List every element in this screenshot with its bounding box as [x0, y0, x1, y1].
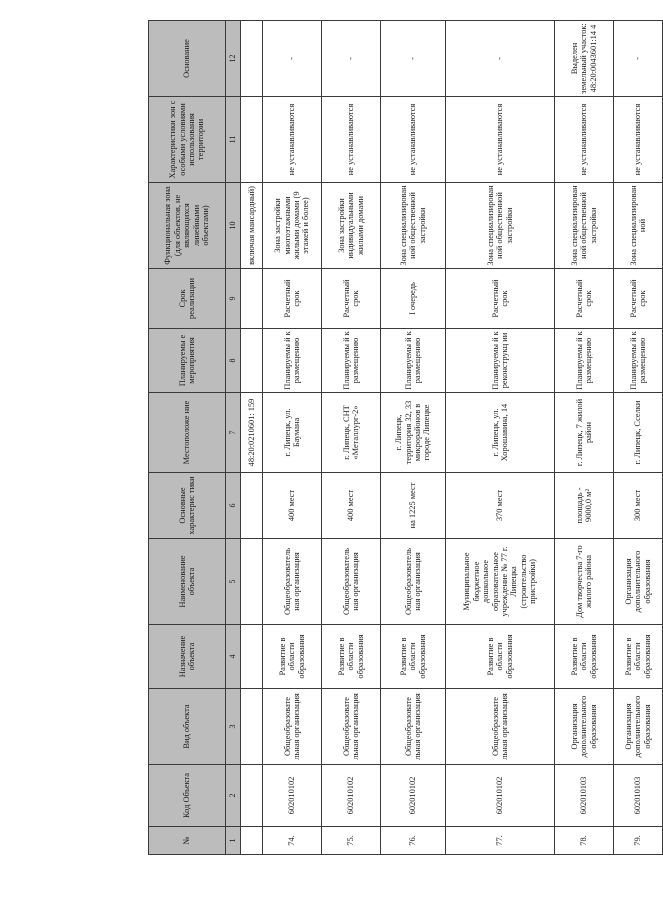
table-row: [263, 21, 322, 855]
object-kind: Общеобразовате льная организация: [381, 689, 446, 765]
row-number: 74.: [263, 827, 322, 855]
row-number: 78.: [555, 827, 614, 855]
basis: -: [381, 21, 446, 97]
row-number: 76.: [381, 827, 446, 855]
column-number: 4: [226, 625, 241, 689]
object-purpose: Развитие в области образования: [263, 625, 322, 689]
object-characteristics: 400 мест: [263, 473, 322, 539]
functional-zone: Зона специализирован ной общественной застройки: [381, 183, 446, 269]
row-number: 75.: [322, 827, 381, 855]
object-purpose: Развитие в области образования: [322, 625, 381, 689]
basis: -: [322, 21, 381, 97]
functional-zone: Зона специализирован ной общественной застройки: [446, 183, 555, 269]
object-code: 602010102: [322, 765, 381, 827]
basis: -: [263, 21, 322, 97]
object-purpose: Развитие в области образования: [446, 625, 555, 689]
object-code: 602010103: [555, 765, 614, 827]
special-zone-characteristics: не устанавливаются: [614, 97, 663, 183]
column-number: 10: [226, 183, 241, 269]
object-name: Общеобразователь ная организация: [381, 539, 446, 625]
object-kind: Организация дополнительного образования: [555, 689, 614, 765]
column-number-row: [226, 21, 241, 855]
object-purpose: Развитие в области образования: [614, 625, 663, 689]
zone-cell: включая мансардный): [241, 183, 263, 269]
column-number: 5: [226, 539, 241, 625]
column-number: 11: [226, 97, 241, 183]
object-code: 602010102: [381, 765, 446, 827]
header-cell: Назначение объекта: [149, 625, 226, 689]
object-purpose: Развитие в области образования: [555, 625, 614, 689]
object-name: Общеобразователь ная организация: [322, 539, 381, 625]
header-cell: Характеристики зон с особыми условиями использования территории: [149, 97, 226, 183]
functional-zone: Зона застройки многоэтажными жилыми домами (9 этажей и более): [263, 183, 322, 269]
implementation-term: Расчетный срок: [322, 269, 381, 329]
planned-measures: Планируемы й к размещению: [555, 329, 614, 393]
object-code: 602010102: [263, 765, 322, 827]
column-number: 6: [226, 473, 241, 539]
object-kind: Общеобразовате льная организация: [322, 689, 381, 765]
table-row: [381, 21, 446, 855]
special-zone-characteristics: не устанавливаются: [322, 97, 381, 183]
header-cell: Наименование объекта: [149, 539, 226, 625]
header-cell: №: [149, 827, 226, 855]
planned-measures: Планируемы й к реконструкц ии: [446, 329, 555, 393]
column-number: 9: [226, 269, 241, 329]
header-cell: Планируемы е мероприятия: [149, 329, 226, 393]
column-number: 2: [226, 765, 241, 827]
object-purpose: Развитие в области образования: [381, 625, 446, 689]
rotated-table-container: [148, 21, 652, 855]
object-location: г. Липецк, Сселки: [614, 393, 663, 473]
object-characteristics: 400 мест: [322, 473, 381, 539]
object-location: г. Липецк, ул. Хорошавина, 14: [446, 393, 555, 473]
object-code: 602010103: [614, 765, 663, 827]
row-number: 77.: [446, 827, 555, 855]
planned-measures: Планируемы й к размещению: [322, 329, 381, 393]
implementation-term: Расчетный срок: [555, 269, 614, 329]
header-cell: Вид объекта: [149, 689, 226, 765]
table-row-continuation: [241, 21, 263, 855]
table-row: [555, 21, 614, 855]
object-code: 602010102: [446, 765, 555, 827]
object-name: Муниципальное бюджетное дошкольное образовательное учреждение № 77 г. Липецка (строительство пристройки): [446, 539, 555, 625]
object-characteristics: площадь - 9000,0 м²: [555, 473, 614, 539]
location-cell: 48:20:0210601: 159: [241, 393, 263, 473]
special-zone-characteristics: не устанавливаются: [263, 97, 322, 183]
functional-zone: Зона застройки индивидуальными жилыми домами: [322, 183, 381, 269]
functional-zone: Зона специализирован ной: [614, 183, 663, 269]
column-number: 3: [226, 689, 241, 765]
object-kind: Общеобразовате льная организация: [446, 689, 555, 765]
header-row: [149, 21, 226, 855]
header-cell: Код Объекта: [149, 765, 226, 827]
object-location: г. Липецк, ул. Баумана: [263, 393, 322, 473]
object-characteristics: 370 мест: [446, 473, 555, 539]
object-characteristics: на 1225 мест: [381, 473, 446, 539]
implementation-term: Расчетный срок: [614, 269, 663, 329]
object-location: г. Липецк, 7 жилой район: [555, 393, 614, 473]
basis: -: [446, 21, 555, 97]
column-number: 1: [226, 827, 241, 855]
column-number: 8: [226, 329, 241, 393]
planned-measures: Планируемы й к размещению: [614, 329, 663, 393]
planned-measures: Планируемы й к размещению: [381, 329, 446, 393]
header-cell: Местоположе ние: [149, 393, 226, 473]
row-number: 79.: [614, 827, 663, 855]
objects-table: [148, 20, 663, 855]
object-kind: Организация дополнительного образования: [614, 689, 663, 765]
column-number: 12: [226, 21, 241, 97]
table-row: [446, 21, 555, 855]
implementation-term: I очередь: [381, 269, 446, 329]
object-characteristics: 300 мест: [614, 473, 663, 539]
table-row: [614, 21, 663, 855]
header-cell: Основание: [149, 21, 226, 97]
object-kind: Общеобразовате льная организация: [263, 689, 322, 765]
special-zone-characteristics: не устанавливаются: [555, 97, 614, 183]
column-number: 7: [226, 393, 241, 473]
table-row: [322, 21, 381, 855]
header-cell: Основные характерис тики: [149, 473, 226, 539]
special-zone-characteristics: не устанавливаются: [446, 97, 555, 183]
special-zone-characteristics: не устанавливаются: [381, 97, 446, 183]
functional-zone: Зона специализирован ной общественной застройки: [555, 183, 614, 269]
object-name: Организация дополнительного образования: [614, 539, 663, 625]
object-location: г. Липецк, СНТ «Металлург-2»: [322, 393, 381, 473]
object-name: Дом творчества 7-го жилого района: [555, 539, 614, 625]
implementation-term: Расчетный срок: [446, 269, 555, 329]
planned-measures: Планируемы й к размещению: [263, 329, 322, 393]
header-cell: Срок реализации: [149, 269, 226, 329]
object-location: г. Липецк, территория 32, 33 микрорайонов в городе Липецке: [381, 393, 446, 473]
header-cell: Функциональная зона (для объектов, не являющихся линейными объектами): [149, 183, 226, 269]
basis: Выделен земельный участок: 48:20:0043601:14 4: [555, 21, 614, 97]
implementation-term: Расчетный срок: [263, 269, 322, 329]
basis: -: [614, 21, 663, 97]
object-name: Общеобразователь ная организация: [263, 539, 322, 625]
